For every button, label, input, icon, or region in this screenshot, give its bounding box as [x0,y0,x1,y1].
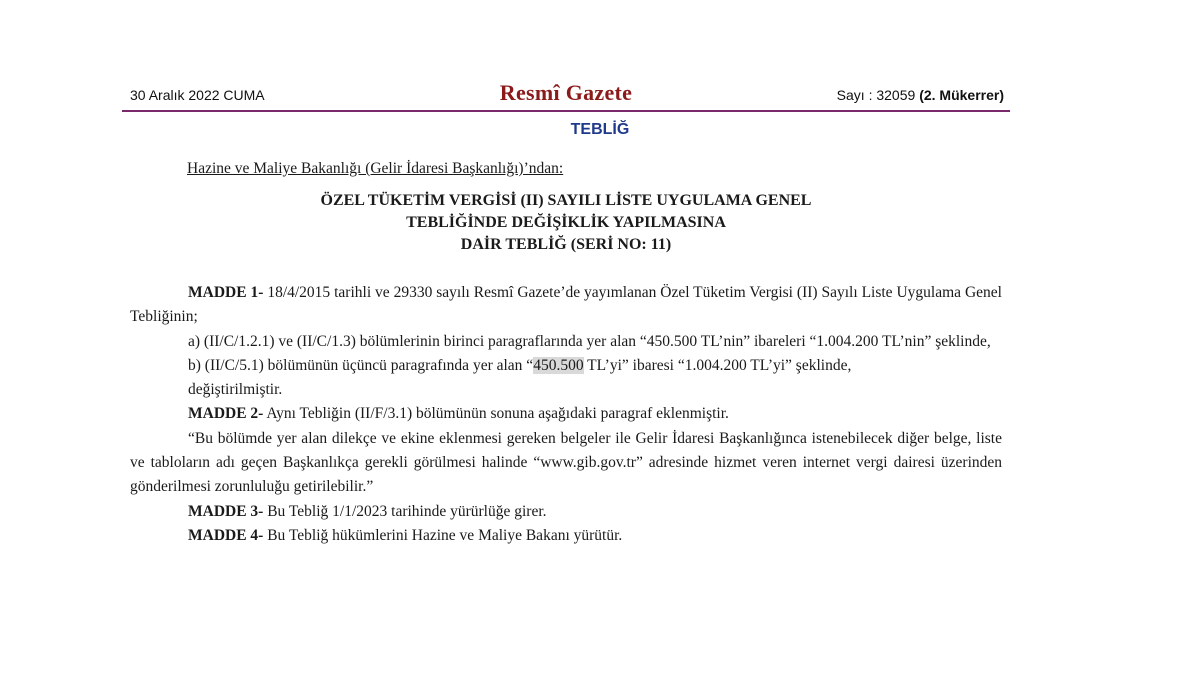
title-line-1: ÖZEL TÜKETİM VERGİSİ (II) SAYILI LİSTE UYGULAMA GENEL [320,192,812,209]
issue-date: 30 Aralık 2022 CUMA [130,87,265,103]
title-line-2: TEBLİĞİNDE DEĞİŞİKLİK YAPILMASINA [406,214,726,231]
highlighted-amount: 450.500 [533,356,584,374]
issuing-authority: Hazine ve Maliye Bakanlığı (Gelir İdaresi Başkanlığı)’ndan: [187,160,564,177]
article-1-text: 18/4/2015 tarihli ve 29330 sayılı Resmî Gazete’de yayımlanan Özel Tüketim Vergisi (II) Sayılı Liste Uygulama Genel Tebliğinin; [130,284,1002,326]
article-3-text: Bu Tebliğ 1/1/2023 tarihinde yürürlüğe girer. [263,502,547,520]
article-3-label: MADDE 3- [188,502,264,520]
article-2-quote: “Bu bölümde yer alan dilekçe ve ekine eklenmesi gereken belgeler ile Gelir İdaresi Başkanlığınca istenebilecek diğer belge, liste ve tabloların adı geçen Başkanlıkça gerekli görülmesi halinde “www.gib.gov.tr” adresinde hizmet veren internet vergi dairesi üzerinden gönderilmesi zorunluluğu getirilebilir.” [130,429,1002,496]
document-type: TEBLİĞ [570,121,630,138]
article-4-label: MADDE 4- [188,526,264,544]
article-1-closing: değiştirilmiştir. [188,381,283,399]
article-1-item-a: a) (II/C/1.2.1) ve (II/C/1.3) bölümlerinin birinci paragraflarında yer alan “450.500 TL’nin” ibareleri “1.004.200 TL’nin” şeklinde, [188,332,991,350]
issue-number-prefix: Sayı : 32059 [836,87,916,103]
item-b-after: TL’yi” ibaresi “1.004.200 TL’yi” şeklinde, [583,356,852,374]
article-1-item-b [130,354,1002,378]
document-body [130,281,1002,548]
title-line-3: DAİR TEBLİĞ (SERİ NO: 11) [460,236,672,253]
article-2 [130,402,1002,426]
issue-number [837,87,1004,103]
article-1-label: MADDE 1- [188,284,264,301]
issue-number-suffix: (2. Mükerrer) [919,87,1004,103]
item-b-before: b) (II/C/5.1) bölümünün üçüncü paragrafında yer alan “ [188,356,534,374]
article-2-label: MADDE 2- [188,405,264,423]
article-4 [130,524,1002,548]
document-title [0,190,1132,256]
article-3 [130,500,1002,524]
newspaper-title: Resmî Gazete [499,80,633,105]
gazette-header [122,78,1010,112]
article-1 [130,281,1002,330]
article-4-text: Bu Tebliğ hükümlerini Hazine ve Maliye Bakanı yürütür. [263,526,623,544]
article-2-text: Aynı Tebliğin (II/F/3.1) bölümünün sonuna aşağıdaki paragraf eklenmiştir. [263,405,729,423]
